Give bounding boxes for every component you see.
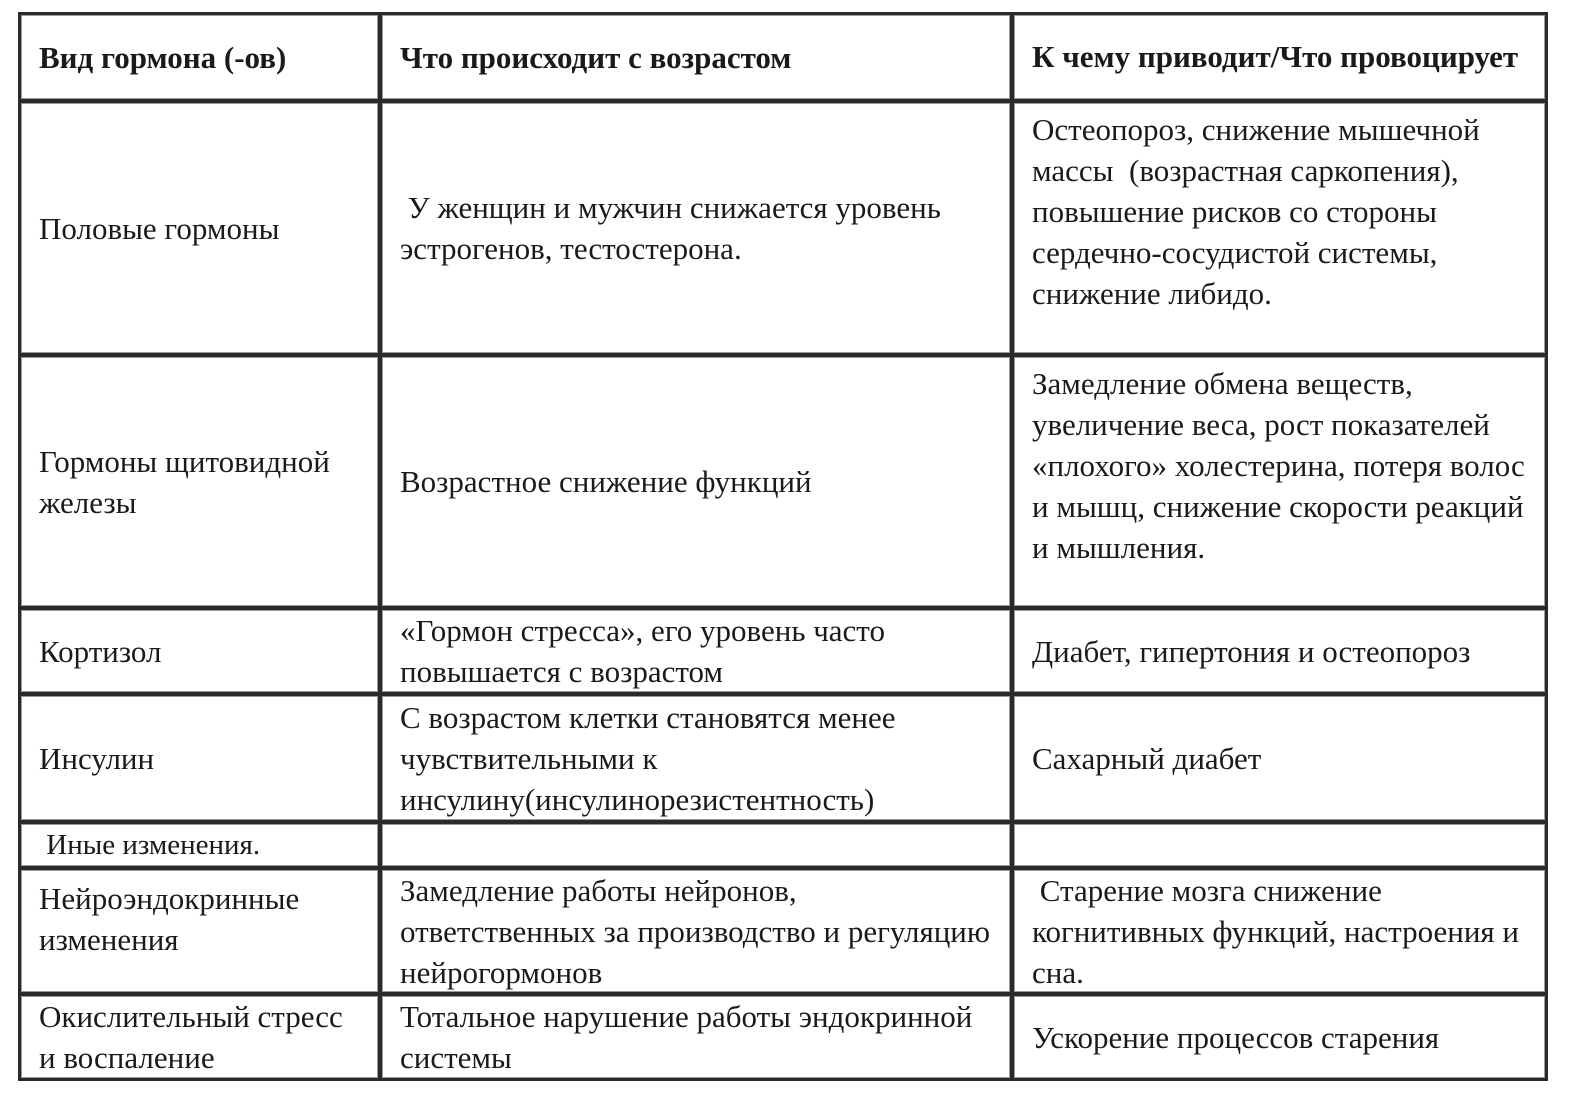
row-sex-hormones-type: Половые гормоны (18, 100, 381, 356)
row-oxidative-stress-effect: Ускорение процессов старения (1011, 993, 1548, 1081)
row-cortisol-type: Кортизол (18, 607, 381, 695)
header-age-changes: Что происходит с возрастом (379, 12, 1013, 102)
row-insulin-type: Инсулин (18, 693, 381, 823)
row-thyroid-change: Возрастное снижение функций (379, 354, 1013, 609)
row-thyroid-type: Гормоны щитовидной железы (18, 354, 381, 609)
row-other-changes-change (379, 821, 1013, 869)
header-hormone-type: Вид гормона (-ов) (18, 12, 381, 102)
row-cortisol-change: «Гормон стресса», его уровень часто повышается с возрастом (379, 607, 1013, 695)
header-consequences: К чему приводит/Что провоцирует (1011, 12, 1548, 102)
row-other-changes-effect (1011, 821, 1548, 869)
row-cortisol-effect: Диабет, гипертония и остеопороз (1011, 607, 1548, 695)
row-neuroendocrine-type: Нейроэндокринные изменения (18, 867, 381, 995)
row-insulin-effect: Сахарный диабет (1011, 693, 1548, 823)
row-insulin-change: С возрастом клетки становятся менее чувствительными к инсулину(инсулинорезистентность) (379, 693, 1013, 823)
row-other-changes-type: Иные изменения. (18, 821, 381, 869)
row-oxidative-stress-type: Окислительный стресс и воспаление (18, 993, 381, 1081)
row-sex-hormones-effect: Остеопороз, снижение мышечной массы (возрастная саркопения), повышение рисков со стороны сердечно-сосудистой системы, снижение либидо. (1011, 100, 1548, 356)
row-oxidative-stress-change: Тотальное нарушение работы эндокринной системы (379, 993, 1013, 1081)
row-sex-hormones-change: У женщин и мужчин снижается уровень эстрогенов, тестостерона. (379, 100, 1013, 356)
row-neuroendocrine-change: Замедление работы нейронов, ответственных за производство и регуляцию нейрогормонов (379, 867, 1013, 995)
row-neuroendocrine-effect: Старение мозга снижение когнитивных функций, настроения и сна. (1011, 867, 1548, 995)
row-thyroid-effect: Замедление обмена веществ, увеличение веса, рост показателей «плохого» холестерина, потеря волос и мышц, снижение скорости реакций и мышления. (1011, 354, 1548, 609)
